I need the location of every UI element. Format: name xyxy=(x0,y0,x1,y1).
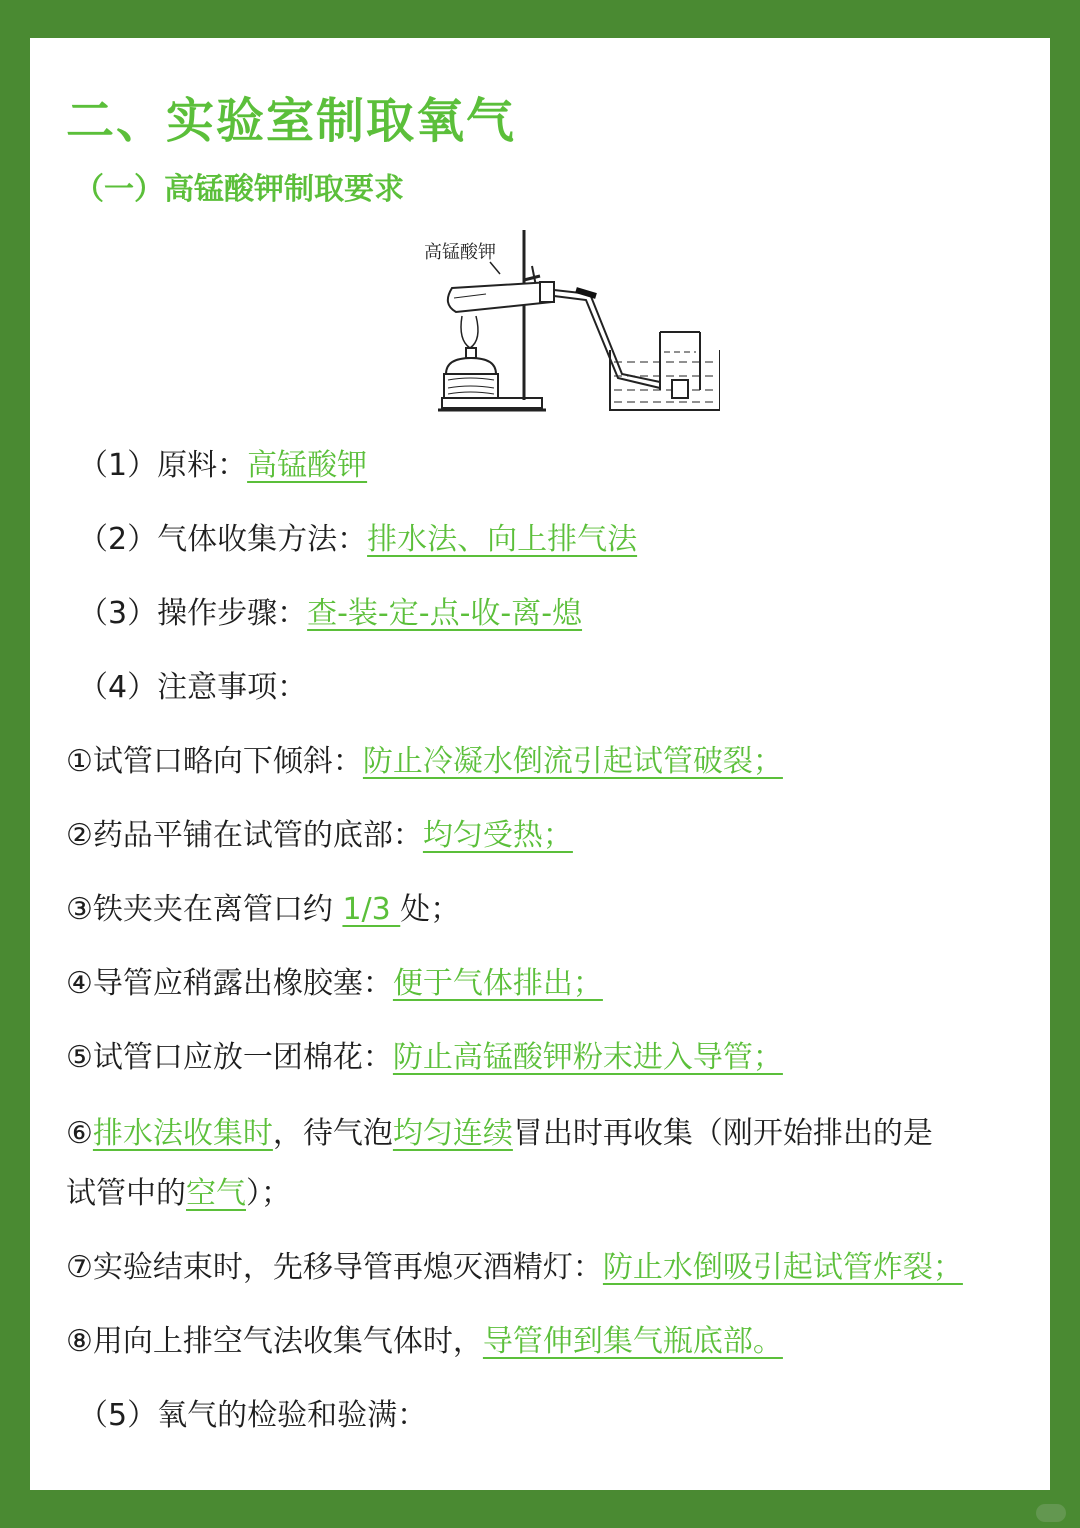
note-1 xyxy=(66,742,783,782)
item-label: （2）气体收集方法： xyxy=(78,522,368,557)
diagram-label: 高锰酸钾 xyxy=(424,242,496,263)
note-5 xyxy=(66,1038,783,1078)
item-label: （3）操作步骤： xyxy=(78,596,308,631)
answer-text: 排水法收集时 xyxy=(92,1116,273,1151)
note-text: ⑦实验结束时，先移导管再熄灭酒精灯： xyxy=(66,1250,603,1285)
note-text: ，待气泡 xyxy=(272,1116,393,1151)
note-3 xyxy=(66,890,460,930)
item-steps xyxy=(78,594,582,634)
note-6-line-2 xyxy=(66,1174,291,1214)
answer-text: 导管伸到集气瓶底部。 xyxy=(482,1324,783,1359)
notes-heading: （4）注意事项： xyxy=(78,670,308,705)
answer-text: 查-装-定-点-收-离-熄 xyxy=(307,596,583,631)
item-label: （1）原料： xyxy=(78,448,248,483)
answer-text: 防止冷凝水倒流引起试管破裂； xyxy=(362,744,783,779)
answer-text: 防止水倒吸引起试管炸裂； xyxy=(602,1250,963,1285)
apparatus-diagram xyxy=(390,230,720,420)
answer-text: 便于气体排出； xyxy=(392,966,603,1001)
watermark-logo xyxy=(1036,1504,1066,1522)
note-text: ②药品平铺在试管的底部： xyxy=(66,818,423,853)
note-7 xyxy=(66,1248,963,1288)
answer-text: 1/3 xyxy=(342,892,401,927)
note-text: ⑧用向上排空气法收集气体时， xyxy=(66,1324,483,1359)
note-text: ）； xyxy=(246,1176,291,1211)
note-text: 冒出时再收集（刚开始排出的是 xyxy=(512,1116,933,1151)
item-raw-material xyxy=(78,446,367,486)
content-card xyxy=(30,38,1050,1490)
note-4 xyxy=(66,964,603,1004)
note-8 xyxy=(66,1322,783,1362)
item-collection-method xyxy=(78,520,637,560)
answer-text: 均匀连续 xyxy=(392,1116,513,1151)
answer-text: 高锰酸钾 xyxy=(247,448,368,483)
note-text: ①试管口略向下倾斜： xyxy=(66,744,363,779)
note-text: ③铁夹夹在离管口约 xyxy=(66,892,343,927)
note-text: ④导管应稍露出橡胶塞： xyxy=(66,966,393,1001)
note-text: ⑥ xyxy=(66,1116,93,1151)
answer-text: 防止高锰酸钾粉末进入导管； xyxy=(392,1040,783,1075)
answer-text: 均匀受热； xyxy=(422,818,573,853)
page-title: 二、实验室制取氧气 xyxy=(66,93,517,149)
note-text: ⑤试管口应放一团棉花： xyxy=(66,1040,393,1075)
note-text: 试管中的 xyxy=(66,1176,186,1211)
answer-text: 排水法、向上排气法 xyxy=(367,522,638,557)
note-text-suffix: 处； xyxy=(400,892,461,927)
section-subtitle: （一）高锰酸钾制取要求 xyxy=(74,172,404,207)
check-heading: （5）氧气的检验和验满： xyxy=(78,1398,428,1433)
note-2 xyxy=(66,816,573,856)
answer-text: 空气 xyxy=(186,1176,246,1211)
note-6-line-1 xyxy=(66,1114,933,1154)
